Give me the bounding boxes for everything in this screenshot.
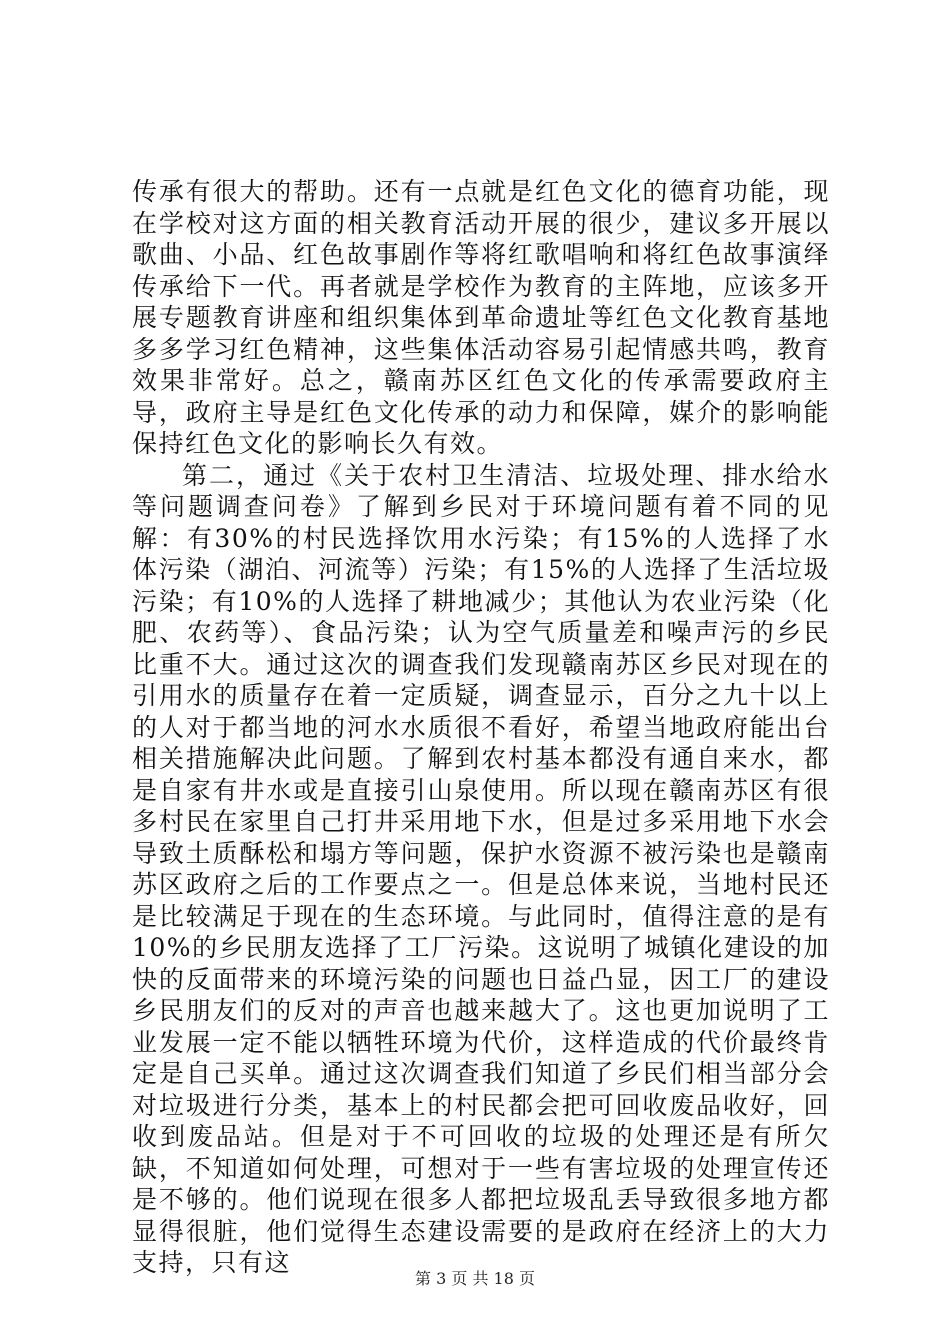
paragraph-red-culture-conclusion: 传承有很大的帮助。还有一点就是红色文化的德育功能，现在学校对这方面的相关教育活动开展的很少，建议多开展以歌曲、小品、红色故事剧作等将红歌唱响和将红色故事演绎传承给下一代。再者就是学校作为教育的主阵地，应该多开展专题教育讲座和组织集体到革命遗址等红色文化教育基地多多学习红色精神，这些集体活动容易引起情感共鸣，教育效果非常好。总之，赣南苏区红色文化的传承需要政府主导，政府主导是红色文化传承的动力和保障，媒介的影响能保持红色文化的影响长久有效。 — [132, 177, 830, 458]
document-body — [132, 176, 830, 1279]
page-number-footer: 第 3 页 共 18 页 — [415, 1269, 535, 1288]
paragraph-environment-survey: 第二，通过《关于农村卫生清洁、垃圾处理、排水给水等问题调查问卷》了解到乡民对于环境问题有着不同的见解：有30%的村民选择饮用水污染；有15%的人选择了水体污染（湖泊、河流等）污染；有15%的人选择了生活垃圾污染；有10%的人选择了耕地减少；其他认为农业污染（化肥、农药等）、食品污染；认为空气质量差和噪声污的乡民比重不大。通过这次的调查我们发现赣南苏区乡民对现在的引用水的质量存在着一定质疑，调查显示，百分之九十以上的人对于都当地的河水水质很不看好，希望当地政府能出台相关措施解决此问题。了解到农村基本都没有通自来水，都是自家有井水或是直接引山泉使用。所以现在赣南苏区有很多村民在家里自己打井采用地下水，但是过多采用地下水会导致土质酥松和塌方等问题，保护水资源不被污染也是赣南苏区政府之后的工作要点之一。但是总体来说，当地村民还是比较满足于现在的生态环境。与此同时，值得注意的是有10%的乡民朋友选择了工厂污染。这说明了城镇化建设的加快的反面带来的环境污染的问题也日益凸显，因工厂的建设乡民朋友们的反对的声音也越来越大了。这也更加说明了工业发展一定不能以牺牲环境为代价，这样造成的代价最终肯定是自己买单。通过这次调查我们知道了乡民们相当部分会对垃圾进行分类，基本上的村民都会把可回收废品收好，回收到废品站。但是对于不可回收的垃圾的处理还是有所欠缺，不知道如何处理，可想对于一些有害垃圾的处理宣传还是不够的。他们说现在很多人都把垃圾乱丢导致很多地方都显得很脏，他们觉得生态建设需要的是政府在经济上的大力支持，只有这 — [132, 460, 830, 1277]
